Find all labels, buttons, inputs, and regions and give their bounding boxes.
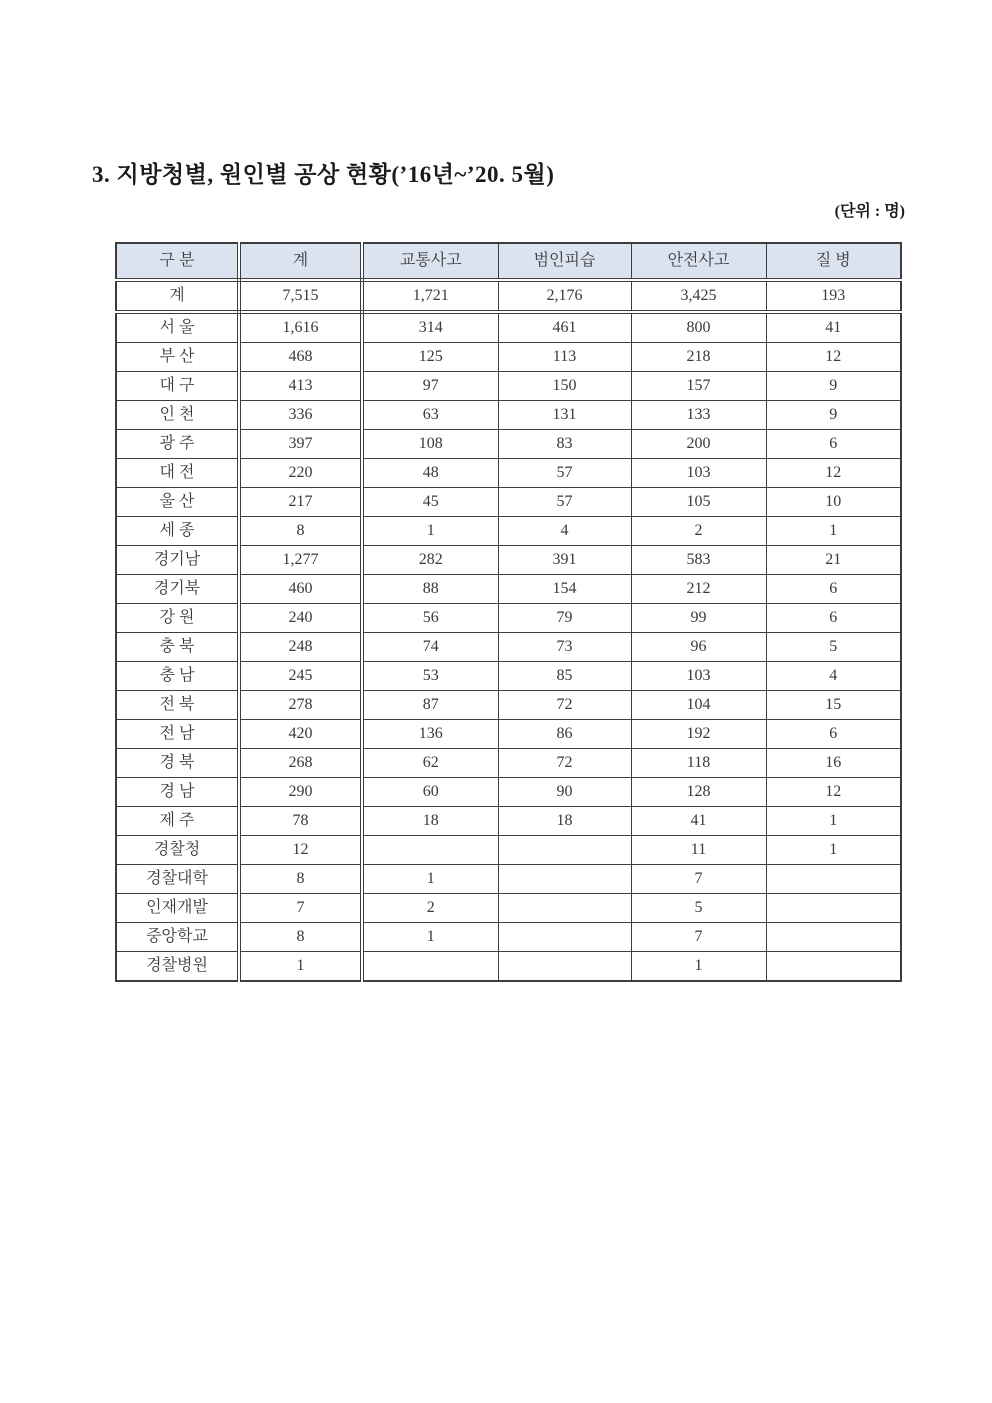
column-header-traffic-accident: 교통사고 [362,243,498,280]
value-cell: 248 [239,633,362,662]
value-cell: 6 [766,604,901,633]
table-row [116,865,901,894]
value-cell: 87 [362,691,498,720]
row-label-cell: 전 북 [116,691,239,720]
value-cell: 12 [766,778,901,807]
value-cell: 6 [766,430,901,459]
table-row [116,691,901,720]
value-cell: 79 [498,604,631,633]
row-label-cell: 광 주 [116,430,239,459]
value-cell: 4 [498,517,631,546]
value-cell: 118 [631,749,766,778]
table-row [116,720,901,749]
row-label-cell: 부 산 [116,343,239,372]
value-cell: 10 [766,488,901,517]
value-cell: 413 [239,372,362,401]
value-cell: 212 [631,575,766,604]
row-label-cell: 경 남 [116,778,239,807]
column-header-total: 계 [239,243,362,280]
value-cell [498,836,631,865]
table-row [116,894,901,923]
value-cell: 83 [498,430,631,459]
value-cell: 7 [239,894,362,923]
value-cell: 41 [766,312,901,343]
column-header-criminal-attack: 범인피습 [498,243,631,280]
column-header-safety-accident: 안전사고 [631,243,766,280]
value-cell: 56 [362,604,498,633]
value-cell: 1 [631,952,766,982]
row-label-cell: 경기남 [116,546,239,575]
value-cell [766,952,901,982]
row-label-cell: 대 전 [116,459,239,488]
value-cell: 104 [631,691,766,720]
table-row [116,372,901,401]
value-cell: 7 [631,923,766,952]
value-cell: 63 [362,401,498,430]
row-label-cell: 강 원 [116,604,239,633]
value-cell: 1,616 [239,312,362,343]
value-cell: 12 [766,459,901,488]
value-cell: 1 [766,807,901,836]
value-cell: 53 [362,662,498,691]
value-cell: 72 [498,691,631,720]
row-label-cell: 울 산 [116,488,239,517]
value-cell [498,865,631,894]
value-cell: 200 [631,430,766,459]
value-cell: 8 [239,865,362,894]
table-row [116,430,901,459]
value-cell: 5 [631,894,766,923]
page-title: 3. 지방청별, 원인별 공상 현황(’16년~’20. 5월) [92,162,555,187]
value-cell: 157 [631,372,766,401]
unit-label: (단위 : 명) [834,203,905,220]
value-cell: 12 [766,343,901,372]
table-row [116,749,901,778]
table-row [116,778,901,807]
value-cell: 21 [766,546,901,575]
table-row [116,401,901,430]
value-cell: 108 [362,430,498,459]
value-cell: 18 [362,807,498,836]
value-cell: 2 [631,517,766,546]
value-cell: 60 [362,778,498,807]
value-cell: 282 [362,546,498,575]
value-cell: 192 [631,720,766,749]
table-body [116,280,901,981]
table-row [116,836,901,865]
value-cell: 41 [631,807,766,836]
header-row [116,243,901,280]
value-cell [766,865,901,894]
value-cell: 113 [498,343,631,372]
table-row [116,517,901,546]
value-cell: 290 [239,778,362,807]
value-cell: 131 [498,401,631,430]
value-cell: 3,425 [631,280,766,312]
row-label-cell: 경찰병원 [116,952,239,982]
value-cell: 125 [362,343,498,372]
value-cell: 336 [239,401,362,430]
table-row [116,952,901,982]
table-row [116,662,901,691]
row-label-cell: 제 주 [116,807,239,836]
value-cell: 62 [362,749,498,778]
value-cell: 45 [362,488,498,517]
value-cell: 278 [239,691,362,720]
row-label-cell: 경찰대학 [116,865,239,894]
row-label-cell: 대 구 [116,372,239,401]
table-row [116,546,901,575]
value-cell: 800 [631,312,766,343]
value-cell: 461 [498,312,631,343]
value-cell: 240 [239,604,362,633]
value-cell: 136 [362,720,498,749]
value-cell: 16 [766,749,901,778]
value-cell: 8 [239,923,362,952]
value-cell: 397 [239,430,362,459]
value-cell: 97 [362,372,498,401]
table-row [116,575,901,604]
row-label-cell: 세 종 [116,517,239,546]
value-cell: 90 [498,778,631,807]
value-cell: 268 [239,749,362,778]
row-label-cell: 계 [116,280,239,312]
value-cell: 48 [362,459,498,488]
value-cell: 73 [498,633,631,662]
value-cell: 86 [498,720,631,749]
value-cell: 1 [362,517,498,546]
value-cell: 88 [362,575,498,604]
value-cell: 2 [362,894,498,923]
value-cell: 1,277 [239,546,362,575]
value-cell: 6 [766,720,901,749]
value-cell: 1 [766,517,901,546]
value-cell [498,894,631,923]
value-cell: 583 [631,546,766,575]
row-label-cell: 인 천 [116,401,239,430]
value-cell: 85 [498,662,631,691]
value-cell: 6 [766,575,901,604]
value-cell: 4 [766,662,901,691]
value-cell: 314 [362,312,498,343]
row-label-cell: 전 남 [116,720,239,749]
value-cell [766,923,901,952]
table-row [116,488,901,517]
column-header-disease: 질 병 [766,243,901,280]
value-cell: 57 [498,488,631,517]
column-header-category: 구 분 [116,243,239,280]
value-cell: 15 [766,691,901,720]
value-cell: 11 [631,836,766,865]
value-cell [362,952,498,982]
value-cell: 96 [631,633,766,662]
value-cell: 57 [498,459,631,488]
row-label-cell: 경기북 [116,575,239,604]
value-cell: 2,176 [498,280,631,312]
value-cell: 128 [631,778,766,807]
value-cell: 72 [498,749,631,778]
value-cell: 218 [631,343,766,372]
value-cell: 105 [631,488,766,517]
value-cell: 1,721 [362,280,498,312]
value-cell [766,894,901,923]
value-cell: 460 [239,575,362,604]
value-cell: 9 [766,372,901,401]
value-cell: 1 [766,836,901,865]
value-cell: 220 [239,459,362,488]
value-cell: 420 [239,720,362,749]
row-label-cell: 충 북 [116,633,239,662]
value-cell [498,952,631,982]
value-cell: 193 [766,280,901,312]
value-cell: 7,515 [239,280,362,312]
value-cell: 217 [239,488,362,517]
value-cell: 12 [239,836,362,865]
value-cell: 103 [631,459,766,488]
value-cell: 1 [362,865,498,894]
value-cell: 7 [631,865,766,894]
table-row [116,923,901,952]
value-cell: 8 [239,517,362,546]
value-cell: 245 [239,662,362,691]
row-label-cell: 충 남 [116,662,239,691]
table-row [116,604,901,633]
value-cell: 468 [239,343,362,372]
row-label-cell: 경 북 [116,749,239,778]
table-header [116,243,901,280]
value-cell: 18 [498,807,631,836]
value-cell: 78 [239,807,362,836]
stats-table [115,242,902,982]
table-row [116,343,901,372]
value-cell: 391 [498,546,631,575]
value-cell: 154 [498,575,631,604]
row-label-cell: 인재개발 [116,894,239,923]
value-cell: 133 [631,401,766,430]
row-label-cell: 경찰청 [116,836,239,865]
value-cell: 5 [766,633,901,662]
value-cell: 150 [498,372,631,401]
table-row [116,459,901,488]
table-row [116,280,901,312]
table-row [116,807,901,836]
row-label-cell: 중앙학교 [116,923,239,952]
table-row [116,312,901,343]
table-row [116,633,901,662]
value-cell: 1 [362,923,498,952]
value-cell: 74 [362,633,498,662]
value-cell: 103 [631,662,766,691]
value-cell: 99 [631,604,766,633]
row-label-cell: 서 울 [116,312,239,343]
value-cell [362,836,498,865]
value-cell [498,923,631,952]
value-cell: 1 [239,952,362,982]
value-cell: 9 [766,401,901,430]
